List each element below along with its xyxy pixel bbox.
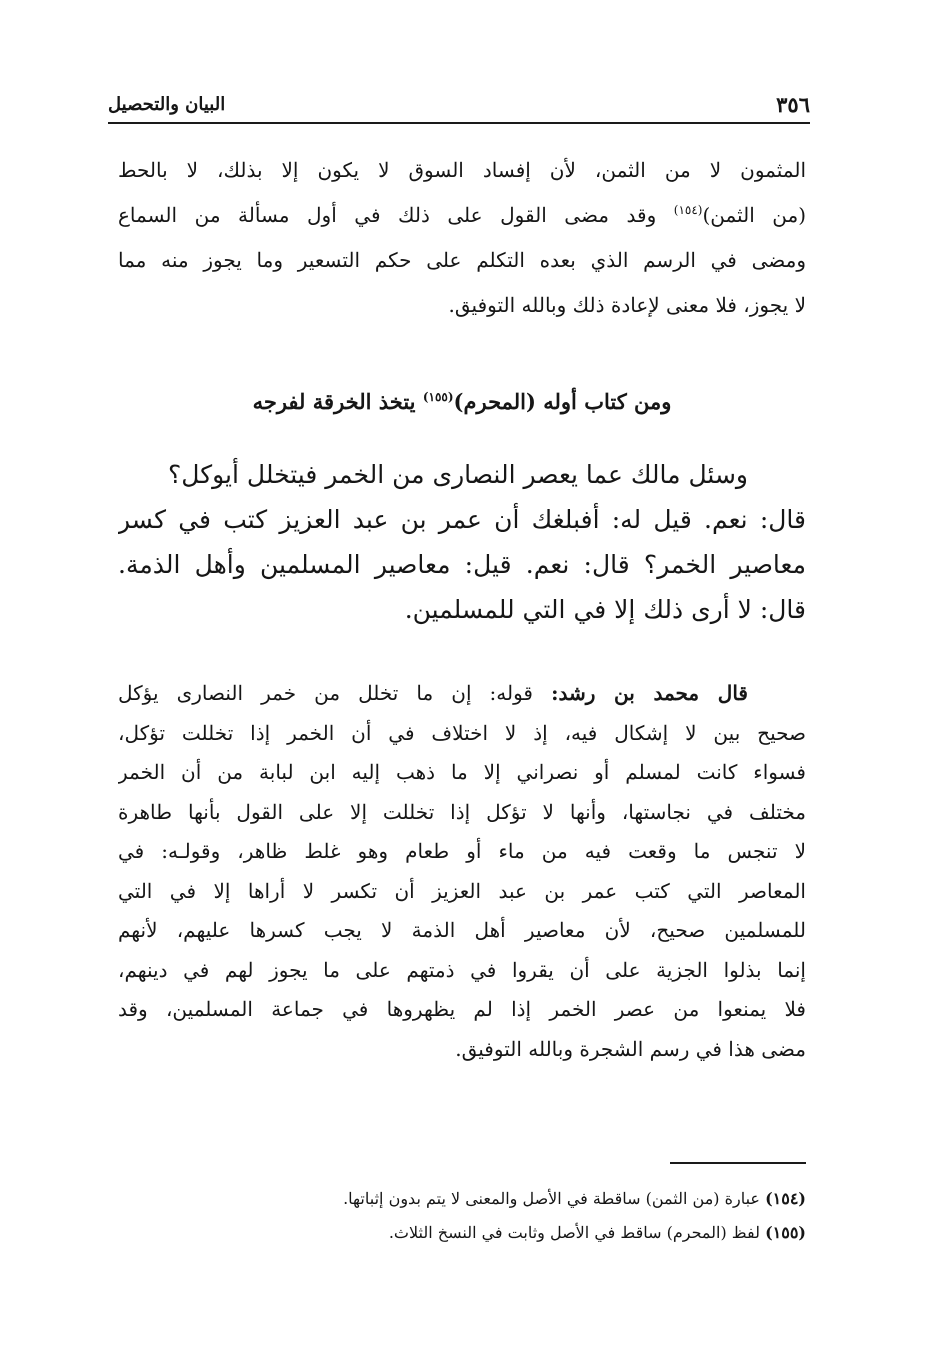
- commentary-line-1: [118, 674, 806, 714]
- commentary-paragraph: [118, 674, 806, 1069]
- footnote-154: [118, 1182, 806, 1216]
- footnote-154-number: (١٥٤): [765, 1189, 806, 1208]
- intro-line-2-prefix: (من الثمن): [702, 203, 806, 227]
- narration-line-4: قال: لا أرى ذلك إلا في التي للمسلمين.: [404, 595, 806, 624]
- commentary-line-9: فلا يمنعوا من عصر الخمر إذا لم يظهروها في جماعة المسلمين، وقد: [118, 997, 806, 1021]
- section-heading-before: ومن كتاب أوله (المحرم): [453, 389, 672, 414]
- commentary-line-2: صحيح بين لا إشكال فيه، إذ لا اختلاف في أن الخمر إذا تخللت تؤكل،: [118, 720, 806, 745]
- commentary-line-5: لا تنجس ما وقعت فيه من ماء أو طعام وهو غلط ظاهر، وقولـه: في: [118, 839, 806, 863]
- commentary-line-7: للمسلمين صحيح، لأن معاصير أهل الذمة لا يجب كسرها عليهم، لأنهم: [118, 918, 806, 942]
- commentary-line-1-text: قوله: إن ما تخلل من خمر النصارى يؤكل: [118, 681, 533, 705]
- page-header: [108, 86, 810, 124]
- footnote-155-text: لفظ (المحرم) ساقط في الأصل وثابت في النسخ الثلاث.: [388, 1223, 760, 1242]
- footnote-divider: [670, 1162, 806, 1164]
- intro-line-1: المثمون لا من الثمن، لأن إفساد السوق لا يكون إلا بذلك، لا بالحط: [118, 158, 806, 182]
- narration-paragraph: [118, 452, 806, 632]
- intro-paragraph: [118, 148, 806, 328]
- intro-line-3: ومضى في الرسم الذي بعده التكلم على حكم التسعير وما يجوز منه مما: [118, 248, 806, 272]
- commentary-line-10: مضى هذا في رسم الشجرة وبالله التوفيق.: [455, 1036, 806, 1061]
- intro-line-2-text: وقد مضى القول على ذلك في أول مسألة من السماع: [118, 203, 657, 227]
- narration-line-1: وسئل مالك عما يعصر النصارى من الخمر فيتخلل أيوكل؟: [168, 460, 748, 489]
- footnote-ref-155[interactable]: (١٥٥): [422, 390, 454, 404]
- page-number: ٣٥٦: [776, 91, 810, 117]
- running-title: البيان والتحصيل: [108, 93, 226, 115]
- narration-line-3: معاصير الخمر؟ قال: نعم. قيل: معاصير المسلمين وأهل الذمة.: [118, 550, 806, 579]
- footnote-ref-154[interactable]: (١٥٤): [673, 203, 703, 217]
- narration-line-2: قال: نعم. قيل له: أفبلغك أن عمر بن عبد العزيز كتب في كسر: [118, 505, 806, 534]
- intro-line-4: لا يجوز، فلا معنى لإعادة ذلك وبالله التوفيق.: [448, 293, 806, 317]
- commentary-line-6: المعاصر التي كتب عمر بن عبد العزيز أن تكسر لا أراها إلا في التي: [118, 878, 806, 903]
- intro-line-2: [118, 193, 806, 238]
- commentary-line-8: إنما بذلوا الجزية على أن يقروا في ذمتهم على ما يجوز لهم في دينهم،: [118, 957, 806, 982]
- footnotes: [118, 1182, 806, 1250]
- commentary-line-4: مختلف في نجاستها، وأنها لا تؤكل إذا تخللت إلا على القول بأنها طاهرة: [118, 799, 806, 824]
- commentary-line-3: فسواء كانت لمسلم أو نصراني إلا ما ذهب إليه ابن لبابة من أن الخمر: [118, 760, 806, 784]
- section-heading-after: يتخذ الخرقة لفرجه: [252, 389, 416, 414]
- footnote-154-text: عبارة (من الثمن) ساقطة في الأصل والمعنى لا يتم بدون إثباتها.: [343, 1189, 760, 1208]
- footnote-155: [118, 1216, 806, 1250]
- footnote-155-number: (١٥٥): [765, 1223, 806, 1242]
- section-heading: [118, 382, 806, 422]
- commentary-speaker: قال محمد بن رشد:: [551, 681, 748, 705]
